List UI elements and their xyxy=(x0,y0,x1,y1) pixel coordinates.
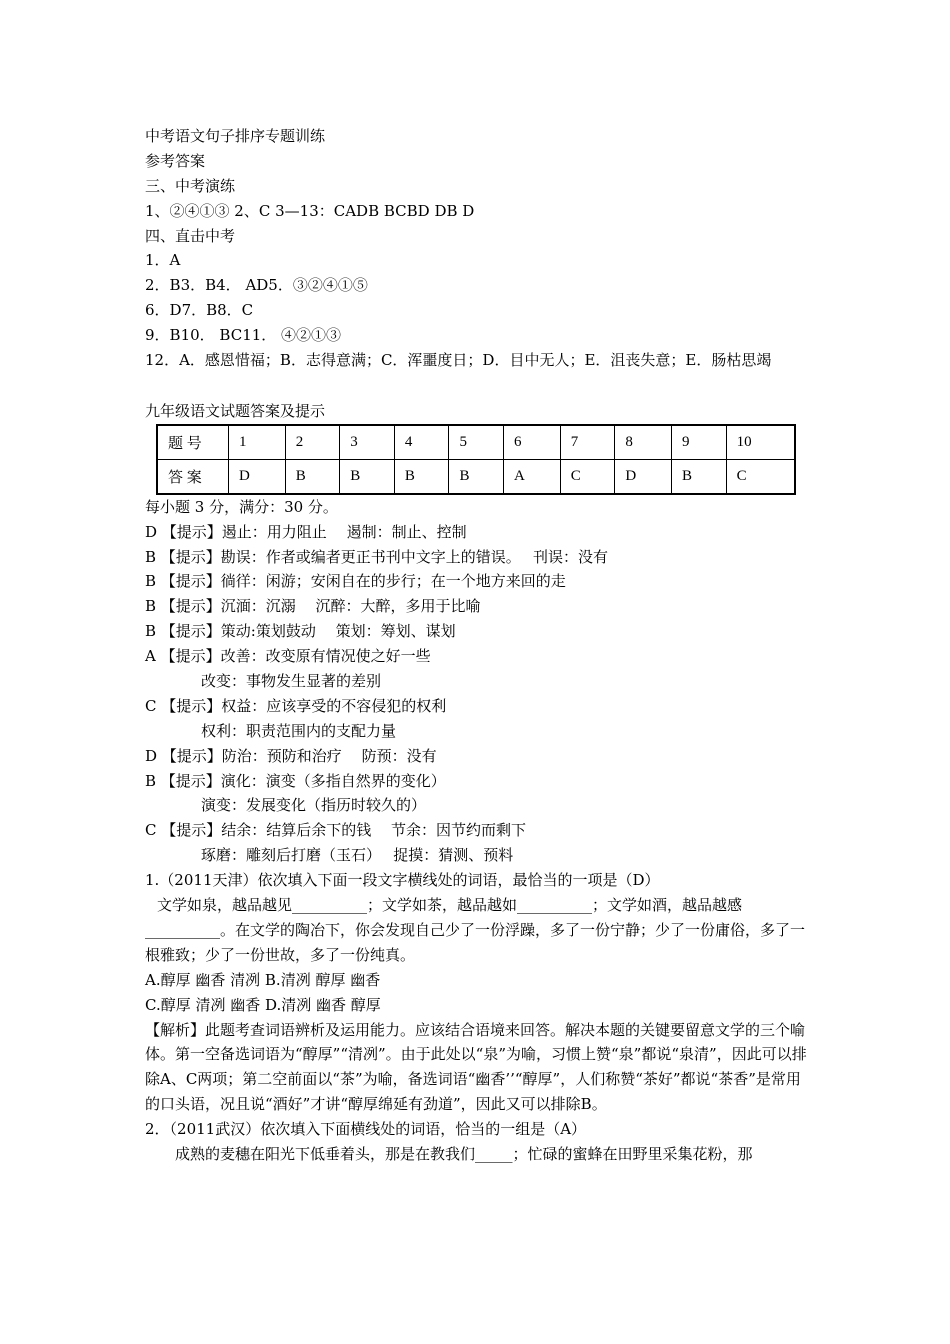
table-cell: C xyxy=(726,459,795,494)
answer-line: 12．A．感恩惜福；B．志得意满；C．浑噩度日；D．目中无人；E．沮丧失意；E．肠枯思竭 xyxy=(145,351,772,370)
table-row xyxy=(157,459,795,494)
table-cell: B xyxy=(394,459,449,494)
table-cell: 10 xyxy=(726,425,795,460)
hint-line: C 【提示】权益：应该享受的不容侵犯的权利 xyxy=(145,696,447,715)
hint-line: B 【提示】演化：演变（多指自然界的变化） xyxy=(145,771,446,790)
hint-line: 改变：事物发生显著的差别 xyxy=(201,672,382,691)
table-cell: D xyxy=(229,459,286,494)
answer-line: 2．B3．B4． AD5．③②④①⑤ xyxy=(145,276,368,295)
question-2-passage: 成熟的麦穗在阳光下低垂着头，那是在教我们_____；忙碌的蜜蜂在田野里采集花粉，那 xyxy=(175,1145,753,1164)
doc-title: 中考语文句子排序专题训练 xyxy=(145,127,326,145)
answer-line: 1、②④①③ 2、C 3—13：CADB BCBD DB D xyxy=(145,201,475,220)
hint-line: A 【提示】改善：改变原有情况使之好一些 xyxy=(145,647,431,666)
hint-line: C 【提示】结余：结算后余下的钱 节余：因节约而剩下 xyxy=(145,821,527,840)
table-cell: D xyxy=(615,459,672,494)
question-1-stem: 1.（2011天津）依次填入下面一段文字横线处的词语，最恰当的一项是（D） xyxy=(145,871,660,890)
table-row xyxy=(157,425,795,460)
table-cell: A xyxy=(504,459,561,494)
table-cell: 4 xyxy=(394,425,449,460)
answer-table xyxy=(156,424,796,495)
hint-line: B 【提示】策动:策划鼓动 策划：筹划、谋划 xyxy=(145,622,456,641)
table-cell: 8 xyxy=(615,425,672,460)
answer-line: 9．B10． BC11． ④②①③ xyxy=(145,326,342,345)
question-1-passage: 文学如泉，越品越见__________；文学如茶，越品越如__________；文学如酒，越品越感__________。在文学的陶冶下，你会发现自己少了一份浮躁，多了一份宁静；少了一份庸俗，多了一根雅致；少了一份世故，多了一份纯真。 xyxy=(145,896,806,964)
hint-line: D 【提示】防治：预防和治疗 防预：没有 xyxy=(145,746,437,765)
question-1-options: C.醇厚 清冽 幽香 D.清冽 幽香 醇厚 xyxy=(145,995,381,1014)
table-cell: 7 xyxy=(560,425,615,460)
table-cell: 3 xyxy=(340,425,395,460)
table-cell: 6 xyxy=(504,425,561,460)
question-1-options: A.醇厚 幽香 清冽 B.清冽 醇厚 幽香 xyxy=(145,970,381,989)
score-note: 每小题 3 分，满分：30 分。 xyxy=(145,497,338,516)
answer-line: 6．D7．B8．C xyxy=(145,301,254,320)
table-cell: 2 xyxy=(285,425,340,460)
hint-line: B 【提示】徜徉：闲游；安闲自在的步行；在一个地方来回的走 xyxy=(145,572,566,591)
answer-line: 1．A xyxy=(145,251,181,270)
document-page xyxy=(145,124,810,1167)
reference-answer-heading: 参考答案 xyxy=(145,151,206,170)
hint-line: 琢磨：雕刻后打磨（玉石） 捉摸：猜测、预料 xyxy=(201,846,514,865)
question-2-stem: 2．（2011武汉）依次填入下面横线处的词语，恰当的一组是（A） xyxy=(145,1120,587,1139)
question-1-analysis: 【解析】此题考查词语辨析及运用能力。应该结合语境来回答。解决本题的关键要留意文学的三个喻体。第一空备选词语为“醇厚”“清冽”。由于此处以“泉”为喻，习惯上赞“泉”都说“泉清”，因此可以排除A、C两项；第二空前面以“茶”为喻，备选词语“幽香’’“醇厚”，人们称赞“茶好”都说“茶香”是常用的口头语，况且说“酒好”才讲“醇厚绵延有劲道”，因此又可以排除B。 xyxy=(145,1020,807,1114)
table-cell: 5 xyxy=(449,425,504,460)
table-cell: B xyxy=(285,459,340,494)
hint-line: D 【提示】遏止：用力阻止 遏制：制止、控制 xyxy=(145,522,467,541)
table-cell: B xyxy=(340,459,395,494)
hint-line: 演变：发展变化（指历时较久的） xyxy=(201,796,427,815)
section-heading-4: 四、直击中考 xyxy=(145,226,236,245)
row-header-number: 题 号 xyxy=(157,425,229,460)
hint-line: B 【提示】勘误：作者或编者更正书刊中文字上的错误。 刊误：没有 xyxy=(145,547,609,566)
table-title: 九年级语文试题答案及提示 xyxy=(145,401,326,420)
hint-line: 权利：职责范围内的支配力量 xyxy=(201,721,397,740)
hint-line: B 【提示】沉湎：沉溺 沉醉：大醉，多用于比喻 xyxy=(145,597,481,616)
section-heading-3: 三、中考演练 xyxy=(145,176,236,195)
table-cell: 1 xyxy=(229,425,286,460)
table-cell: C xyxy=(560,459,615,494)
table-cell: B xyxy=(449,459,504,494)
table-cell: 9 xyxy=(672,425,727,460)
table-cell: B xyxy=(672,459,727,494)
row-header-answer: 答 案 xyxy=(157,459,229,494)
